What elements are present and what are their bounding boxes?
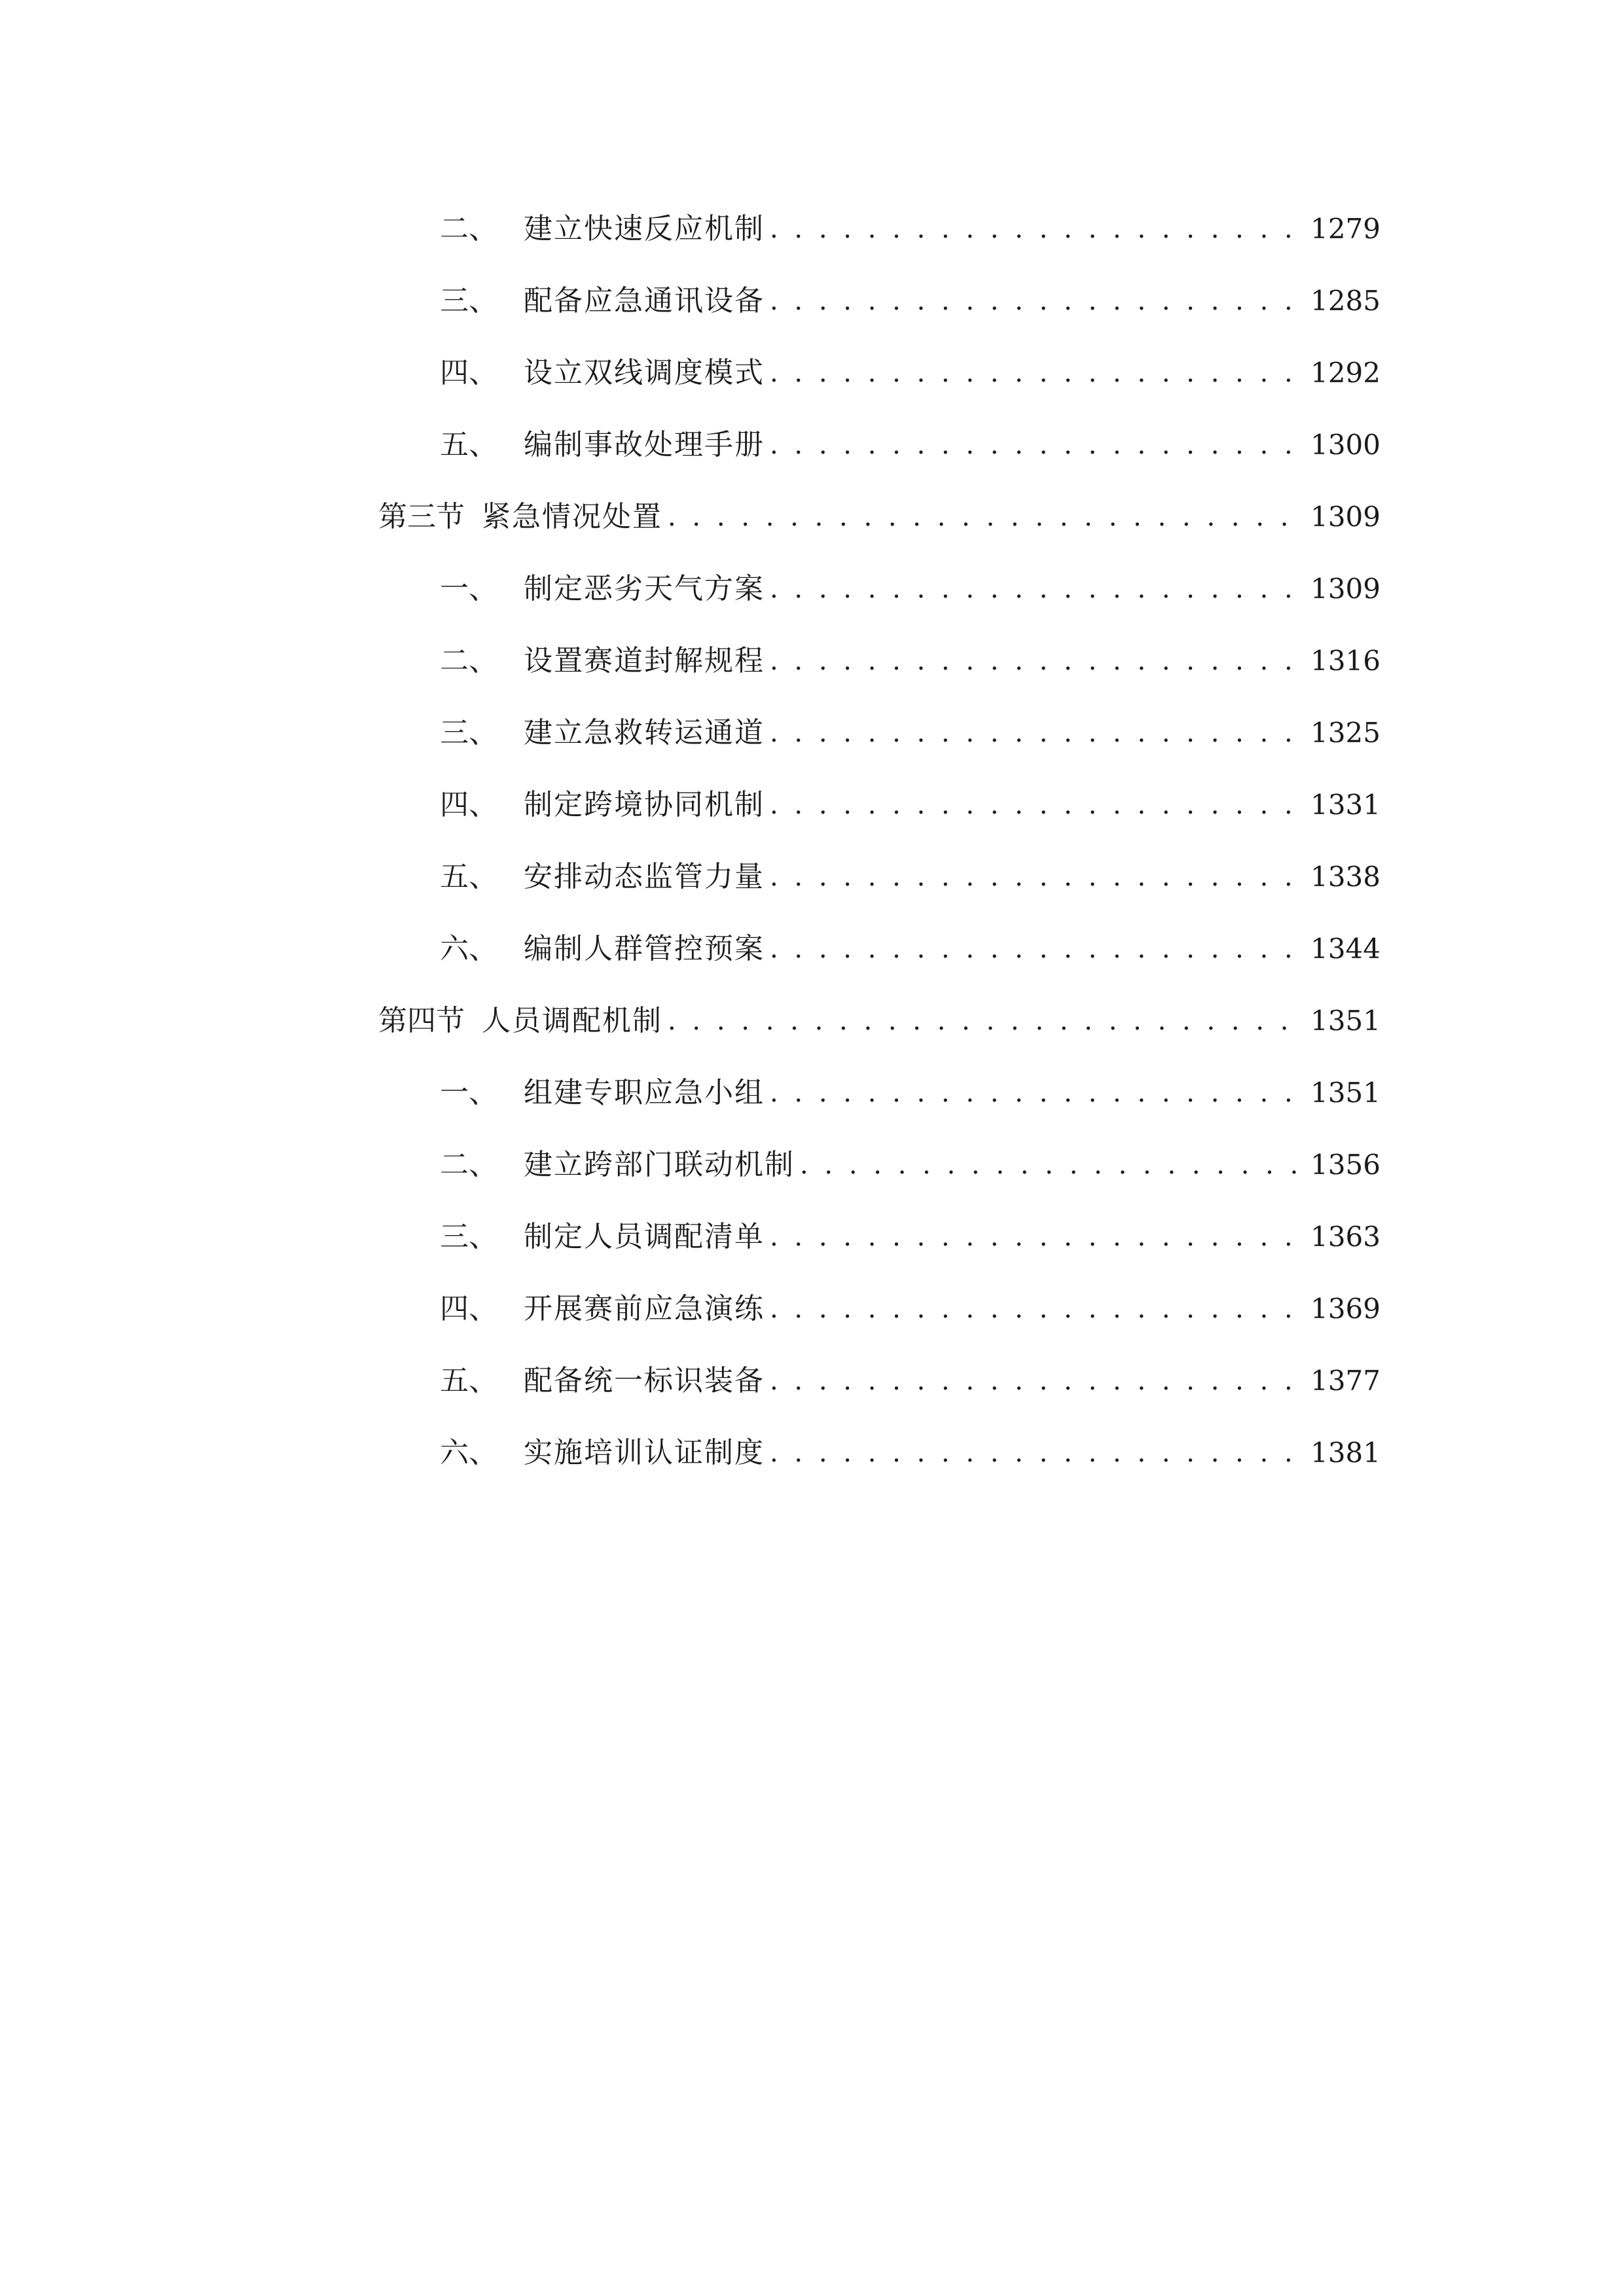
entry-page-number: 1331 [1310, 789, 1380, 821]
entry-title: 人员调配机制 [482, 1004, 662, 1037]
toc-entry[interactable] [440, 1139, 1380, 1191]
dot-leader [668, 995, 1304, 1047]
toc-entry[interactable] [440, 1427, 1380, 1479]
dot-leader [770, 203, 1304, 255]
entry-page-number: 1325 [1310, 717, 1380, 749]
entry-title: 实施培训认证制度 [524, 1436, 765, 1469]
entry-title: 编制人群管控预案 [524, 932, 765, 965]
entry-number: 四、 [440, 356, 497, 389]
dot-leader [770, 707, 1304, 759]
entry-number: 五、 [440, 428, 497, 461]
entry-page-number: 1338 [1310, 861, 1380, 893]
entry-title: 配备统一标识装备 [524, 1364, 765, 1397]
toc-entry[interactable] [440, 923, 1380, 975]
entry-page-number: 1356 [1310, 1149, 1380, 1181]
dot-leader [770, 1355, 1304, 1407]
toc-entry[interactable] [440, 419, 1380, 471]
toc-entry[interactable] [440, 563, 1380, 615]
entry-number: 三、 [440, 284, 497, 317]
entry-page-number: 1309 [1310, 501, 1380, 533]
entry-page-number: 1377 [1310, 1365, 1380, 1397]
toc-entry-section[interactable] [378, 491, 1380, 543]
entry-page-number: 1300 [1310, 429, 1380, 461]
toc-entry[interactable] [440, 347, 1380, 399]
entry-page-number: 1279 [1310, 213, 1380, 245]
entry-title: 紧急情况处置 [482, 500, 662, 533]
entry-title: 设立双线调度模式 [524, 356, 765, 389]
entry-page-number: 1285 [1310, 285, 1380, 317]
entry-title: 设置赛道封解规程 [524, 644, 765, 677]
dot-leader [770, 851, 1304, 903]
dot-leader [770, 419, 1304, 471]
toc-entry-section[interactable] [378, 995, 1380, 1047]
entry-title: 建立快速反应机制 [524, 212, 765, 245]
dot-leader [800, 1139, 1304, 1191]
entry-page-number: 1292 [1310, 357, 1380, 389]
toc-entry[interactable] [440, 1283, 1380, 1335]
entry-number: 二、 [440, 212, 497, 245]
toc-entry[interactable] [440, 707, 1380, 759]
entry-number: 六、 [440, 1436, 497, 1469]
entry-number: 二、 [440, 644, 497, 677]
entry-title: 安排动态监管力量 [524, 860, 765, 893]
entry-page-number: 1316 [1310, 645, 1380, 677]
toc-entry[interactable] [440, 779, 1380, 831]
toc-entry[interactable] [440, 1211, 1380, 1263]
dot-leader [770, 1283, 1304, 1335]
toc-entry[interactable] [440, 1067, 1380, 1119]
entry-page-number: 1363 [1310, 1221, 1380, 1253]
dot-leader [770, 635, 1304, 687]
entry-number: 六、 [440, 932, 497, 965]
toc-entry[interactable] [440, 851, 1380, 903]
toc-entry[interactable] [440, 1355, 1380, 1407]
entry-number: 四、 [440, 1292, 497, 1325]
entry-page-number: 1351 [1310, 1077, 1380, 1109]
entry-title: 建立急救转运通道 [524, 716, 765, 749]
entry-number: 四、 [440, 788, 497, 821]
entry-number: 三、 [440, 1220, 497, 1253]
dot-leader [770, 275, 1304, 327]
dot-leader [770, 563, 1304, 615]
entry-page-number: 1351 [1310, 1005, 1380, 1037]
dot-leader [770, 923, 1304, 975]
entry-number: 五、 [440, 1364, 497, 1397]
entry-number: 三、 [440, 716, 497, 749]
dot-leader [770, 1211, 1304, 1263]
entry-title: 建立跨部门联动机制 [524, 1148, 795, 1181]
entry-number: 第三节 [378, 500, 465, 533]
entry-page-number: 1381 [1310, 1437, 1380, 1469]
entry-number: 二、 [440, 1148, 497, 1181]
entry-number: 五、 [440, 860, 497, 893]
entry-page-number: 1369 [1310, 1293, 1380, 1325]
toc-entry[interactable] [440, 635, 1380, 687]
entry-title: 制定人员调配清单 [524, 1220, 765, 1253]
entry-title: 配备应急通讯设备 [524, 284, 765, 317]
toc-entry[interactable] [440, 203, 1380, 255]
entry-title: 组建专职应急小组 [524, 1076, 765, 1109]
entry-title: 制定恶劣天气方案 [524, 572, 765, 605]
entry-page-number: 1344 [1310, 933, 1380, 965]
entry-number: 一、 [440, 572, 497, 605]
dot-leader [770, 347, 1304, 399]
entry-page-number: 1309 [1310, 573, 1380, 605]
dot-leader [770, 779, 1304, 831]
entry-title: 开展赛前应急演练 [524, 1292, 765, 1325]
toc-entry[interactable] [440, 275, 1380, 327]
dot-leader [668, 491, 1304, 543]
entry-title: 制定跨境协同机制 [524, 788, 765, 821]
entry-number: 一、 [440, 1076, 497, 1109]
entry-number: 第四节 [378, 1004, 465, 1037]
dot-leader [770, 1067, 1304, 1119]
dot-leader [770, 1427, 1304, 1479]
entry-title: 编制事故处理手册 [524, 428, 765, 461]
